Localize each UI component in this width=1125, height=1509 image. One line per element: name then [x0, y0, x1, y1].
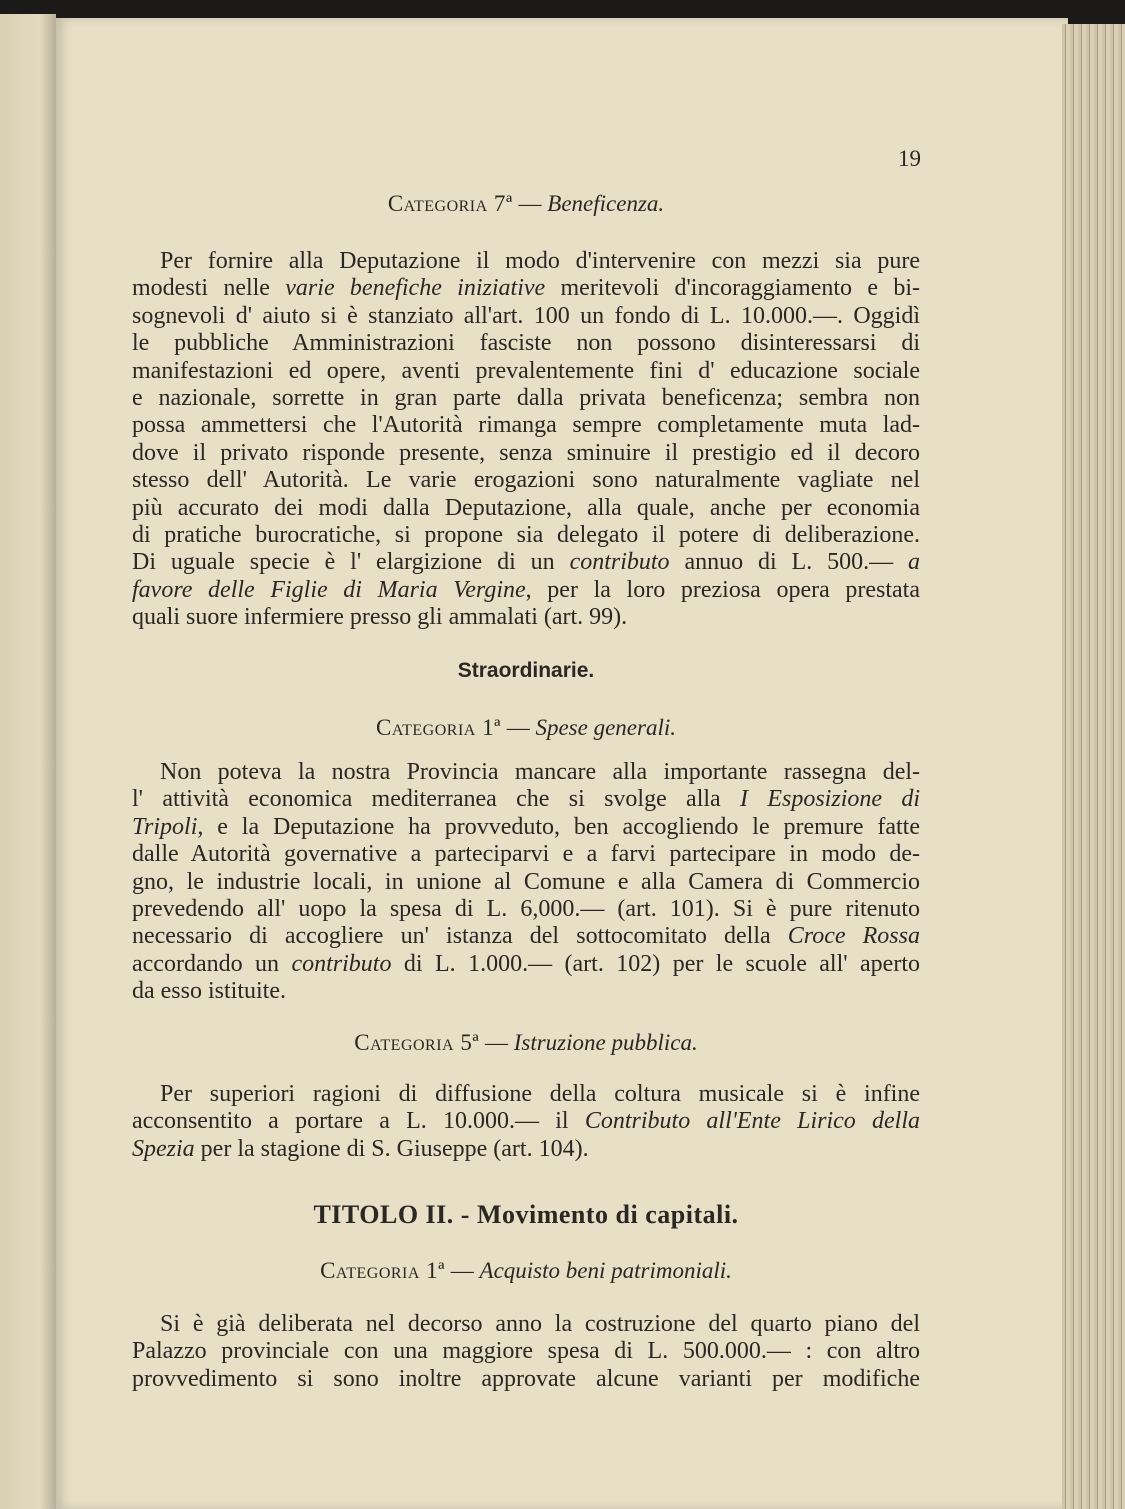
- text-line: [132, 923, 920, 950]
- text-line: [132, 1136, 920, 1163]
- text-run: e nazionale, sorrette in gran parte dalla privata beneficenza; sembra non: [132, 384, 920, 411]
- text-line: [132, 522, 920, 549]
- text-line: [132, 841, 920, 868]
- category-title: Istruzione pubblica.: [513, 1030, 698, 1055]
- text-run: possa ammettersi che l'Autorità rimanga sempre completamente muta lad-: [132, 412, 920, 439]
- paragraph: [132, 248, 920, 631]
- text-line: [132, 1311, 920, 1338]
- text-line: [132, 786, 920, 813]
- text-run: quali suore infermiere presso gli ammalati (art. 99).: [132, 604, 628, 631]
- previous-page-edge: [0, 14, 56, 1509]
- text-run: prevedendo all' uopo la spesa di L. 6,000.— (art. 101). Si è pure ritenuto: [132, 895, 920, 922]
- text-run: gno, le industrie locali, in unione al Comune e alla Camera di Commercio: [132, 868, 920, 895]
- text-line: [132, 951, 920, 978]
- separator: —: [445, 1258, 480, 1283]
- text-run: Si è già deliberata nel decorso anno la costruzione del quarto piano del: [160, 1311, 920, 1337]
- text-line: [132, 358, 920, 385]
- separator: —: [500, 715, 536, 740]
- text-run: necessario di accogliere un' istanza del sottocomitato della: [132, 923, 788, 950]
- text-line: [132, 467, 920, 494]
- category-number: Categoria 7ª: [387, 191, 513, 216]
- category-number: Categoria 1ª: [320, 1258, 446, 1283]
- separator: —: [512, 191, 548, 216]
- text-run: da esso istituite.: [132, 978, 286, 1005]
- italic-text: contributo: [291, 950, 392, 977]
- text-run: sognevoli d' aiuto si è stanziato all'art. 100 un fondo di L. 10.000.—. Oggidì: [132, 302, 920, 329]
- italic-text: contributo: [569, 549, 670, 576]
- text-run: acconsentito a portare a L. 10.000.— il: [132, 1108, 585, 1135]
- text-run: manifestazioni ed opere, aventi prevalentemente fini d' educazione sociale: [132, 357, 920, 384]
- text-line: [132, 577, 920, 604]
- page-number: 19: [898, 146, 921, 171]
- text-line: [132, 1338, 920, 1365]
- text-run: di pratiche burocratiche, si propone sia delegato il potere di deliberazione.: [132, 521, 920, 548]
- text-line: [132, 330, 920, 357]
- italic-text: varie benefiche iniziative: [285, 275, 546, 302]
- text-run: Per fornire alla Deputazione il modo d'intervenire con mezzi sia pure: [160, 248, 920, 274]
- text-run: modesti nelle: [132, 275, 286, 302]
- text-run: , e la Deputazione ha provveduto, ben accogliendo le premure fatte: [197, 813, 920, 840]
- text-line: [132, 978, 920, 1005]
- category-heading: [132, 1258, 920, 1284]
- text-run: dove il privato risponde presente, senza sminuire il prestigio ed il decoro: [132, 439, 920, 466]
- italic-text: Spezia: [132, 1135, 195, 1162]
- text-line: [132, 759, 920, 786]
- text-run: l' attività economica mediterranea che si svolge alla: [132, 786, 741, 813]
- separator: —: [479, 1030, 514, 1055]
- paragraph: [132, 1311, 920, 1393]
- text-run: Non poteva la nostra Provincia mancare alla importante rassegna del-: [160, 759, 920, 785]
- text-line: [132, 869, 920, 896]
- text-line: [132, 412, 920, 439]
- text-run: accordando un: [132, 950, 292, 977]
- category-heading: [132, 715, 920, 741]
- italic-text: I Esposizione di: [740, 786, 921, 813]
- text-line: [132, 275, 920, 302]
- category-number: Categoria 5ª: [354, 1030, 480, 1055]
- category-heading: [132, 191, 920, 217]
- text-line: [132, 495, 920, 522]
- text-run: annuo di L. 500.—: [669, 549, 909, 576]
- text-run: meritevoli d'incoraggiamento e bi-: [545, 275, 920, 302]
- category-number: Categoria 1ª: [376, 715, 501, 740]
- text-line: [132, 549, 920, 576]
- text-run: per la stagione di S. Giuseppe (art. 104).: [194, 1135, 589, 1162]
- italic-text: favore delle Figlie di Maria Vergine: [132, 576, 526, 603]
- text-line: [132, 896, 920, 923]
- text-run: le pubbliche Amministrazioni fasciste non possono disinteressarsi di: [132, 330, 920, 357]
- category-heading: [132, 1030, 920, 1056]
- text-run: dalle Autorità governative a parteciparvi e a farvi partecipare in modo de-: [132, 841, 920, 868]
- paragraph: [132, 1081, 920, 1163]
- category-title: Acquisto beni patrimoniali.: [479, 1258, 732, 1283]
- text-run: Di uguale specie è l' elargizione di un: [132, 549, 570, 576]
- text-line: [132, 248, 920, 275]
- text-run: stesso dell' Autorità. Le varie erogazioni sono naturalmente vagliate nel: [132, 467, 920, 494]
- text-line: [132, 385, 920, 412]
- italic-text: a: [908, 549, 921, 576]
- text-line: [132, 1366, 920, 1393]
- category-title: Beneficenza.: [547, 191, 665, 216]
- text-run: più accurato dei modi dalla Deputazione, alla quale, anche per economia: [132, 494, 920, 521]
- page-stack-edges: [1062, 24, 1125, 1509]
- text-run: di L. 1.000.— (art. 102) per le scuole all' aperto: [391, 950, 920, 977]
- text-line: [132, 814, 920, 841]
- section-subheading: Straordinarie.: [457, 659, 595, 682]
- italic-text: Contributo all'Ente Lirico della: [584, 1108, 921, 1135]
- titolo-heading: TITOLO II. - Movimento di capitali.: [313, 1200, 739, 1229]
- text-run: , per la loro preziosa opera prestata: [525, 576, 921, 603]
- text-run: Palazzo provinciale con una maggiore spesa di L. 500.000.— : con altro: [132, 1338, 920, 1365]
- text-run: provvedimento si sono inoltre approvate alcune varianti per modifiche: [132, 1365, 920, 1392]
- italic-text: Croce Rossa: [787, 923, 920, 950]
- text-line: [132, 303, 920, 330]
- italic-text: Tripoli: [132, 813, 198, 840]
- text-run: Per superiori ragioni di diffusione della coltura musicale si è infine: [160, 1081, 920, 1107]
- text-line: [132, 604, 920, 631]
- category-title: Spese generali.: [535, 715, 676, 740]
- text-line: [132, 1108, 920, 1135]
- text-line: [132, 440, 920, 467]
- paragraph: [132, 759, 920, 1006]
- text-line: [132, 1081, 920, 1108]
